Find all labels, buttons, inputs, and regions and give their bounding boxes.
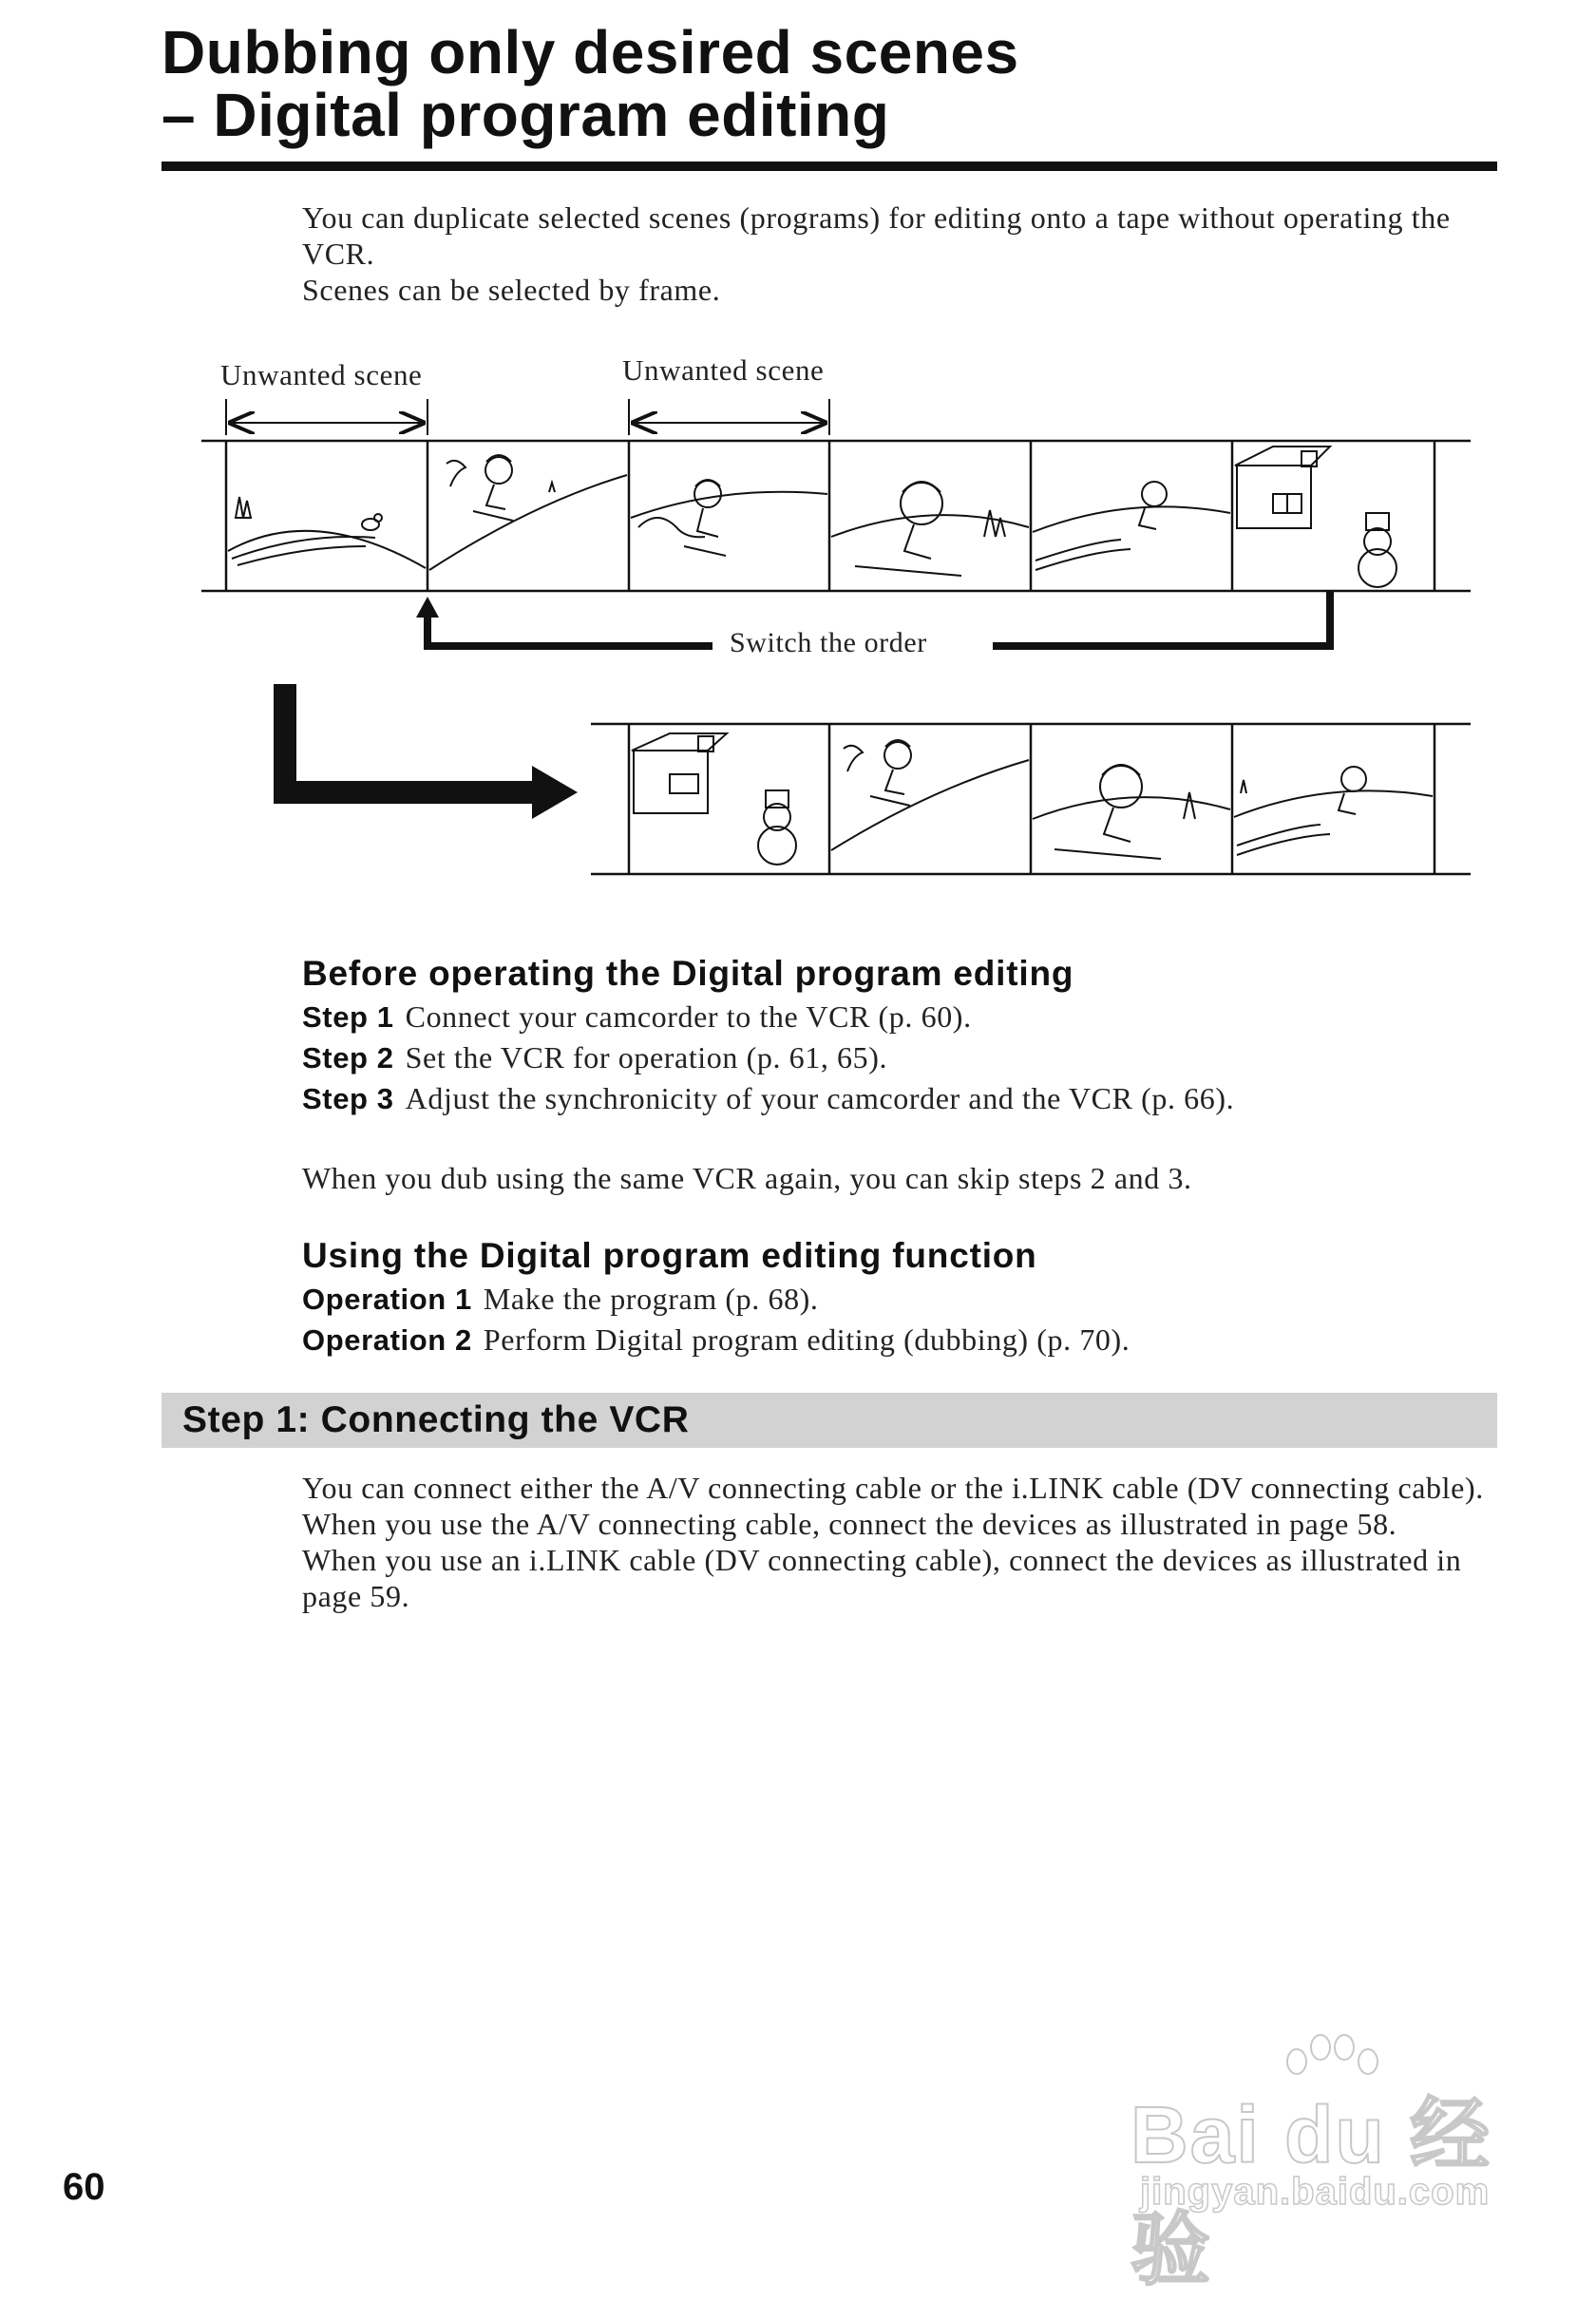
scene-frame-house-snowman-icon — [1235, 447, 1396, 587]
edited-frame-house-snowman-icon — [632, 733, 796, 865]
switch-order-label: Switch the order — [730, 627, 927, 658]
watermark-url: jingyan.baidu.com — [1140, 2171, 1491, 2213]
intro-paragraph-1: You can duplicate selected scenes (programs) for editing onto a tape without operating the VCR. — [302, 200, 1451, 271]
unwanted-label-1: Unwanted scene — [220, 358, 423, 391]
step-3-text: Adjust the synchronicity of your camcorder and the VCR (p. 66). — [405, 1081, 1235, 1115]
edited-frame-big-skier-icon — [1033, 765, 1230, 859]
watermark-logo-text: Bai du 经验 — [1130, 2090, 1492, 2294]
connecting-text — [302, 1470, 1501, 1614]
operations-list — [302, 1279, 1499, 1360]
edited-film-strip — [591, 724, 1471, 874]
before-steps-list — [302, 997, 1499, 1119]
connecting-paragraph-3: When you use an i.LINK cable (DV connecting cable), connect the devices as illustrated in page 59. — [302, 1543, 1462, 1613]
step-1-row — [302, 997, 1499, 1037]
scene-frame-downhill-icon — [1033, 482, 1230, 570]
original-film-strip — [201, 441, 1471, 591]
section-heading-bar — [162, 1393, 1497, 1448]
edited-frame-skier-icon — [831, 740, 1029, 850]
scene-frame-skier-2-icon — [631, 480, 827, 556]
title-line-2: – Digital program editing — [162, 81, 890, 149]
edited-frame-downhill-icon — [1234, 767, 1433, 855]
step-1-label: Step 1 — [302, 1000, 394, 1034]
operation-2-label: Operation 2 — [302, 1323, 472, 1357]
page-number: 60 — [63, 2166, 105, 2208]
connecting-paragraph-1: You can connect either the A/V connecting cable or the i.LINK cable (DV connecting cable). — [302, 1471, 1484, 1505]
baidu-watermark — [1130, 2033, 1530, 2294]
step-3-row — [302, 1078, 1499, 1119]
step-1-text: Connect your camcorder to the VCR (p. 60). — [405, 999, 972, 1034]
unwanted-span-1 — [226, 399, 428, 435]
scene-frame-big-skier-icon — [831, 482, 1029, 576]
scene-frame-skier-icon — [429, 455, 627, 570]
step-2-row — [302, 1037, 1499, 1078]
result-arrow — [285, 684, 578, 819]
intro-paragraph-2: Scenes can be selected by frame. — [302, 273, 721, 307]
operation-2-row — [302, 1320, 1499, 1360]
step-2-label: Step 2 — [302, 1041, 394, 1074]
operation-2-text: Perform Digital program editing (dubbing) (p. 70). — [483, 1322, 1130, 1357]
skip-note: When you dub using the same VCR again, you can skip steps 2 and 3. — [302, 1161, 1192, 1195]
title-line-1: Dubbing only desired scenes — [162, 18, 1019, 86]
operation-1-row — [302, 1279, 1499, 1320]
scene-frame-hill-icon — [228, 497, 426, 568]
step-2-text: Set the VCR for operation (p. 61, 65). — [405, 1040, 888, 1074]
unwanted-label-2: Unwanted scene — [622, 353, 825, 387]
section-title: Step 1: Connecting the VCR — [182, 1399, 690, 1440]
step-3-label: Step 3 — [302, 1082, 394, 1115]
unwanted-span-2 — [629, 399, 829, 435]
operation-1-label: Operation 1 — [302, 1283, 472, 1316]
operation-1-text: Make the program (p. 68). — [483, 1282, 819, 1316]
using-heading: Using the Digital program editing function — [302, 1236, 1037, 1275]
connecting-paragraph-2: When you use the A/V connecting cable, connect the devices as illustrated in page 58. — [302, 1507, 1397, 1541]
before-heading: Before operating the Digital program editing — [302, 954, 1074, 993]
